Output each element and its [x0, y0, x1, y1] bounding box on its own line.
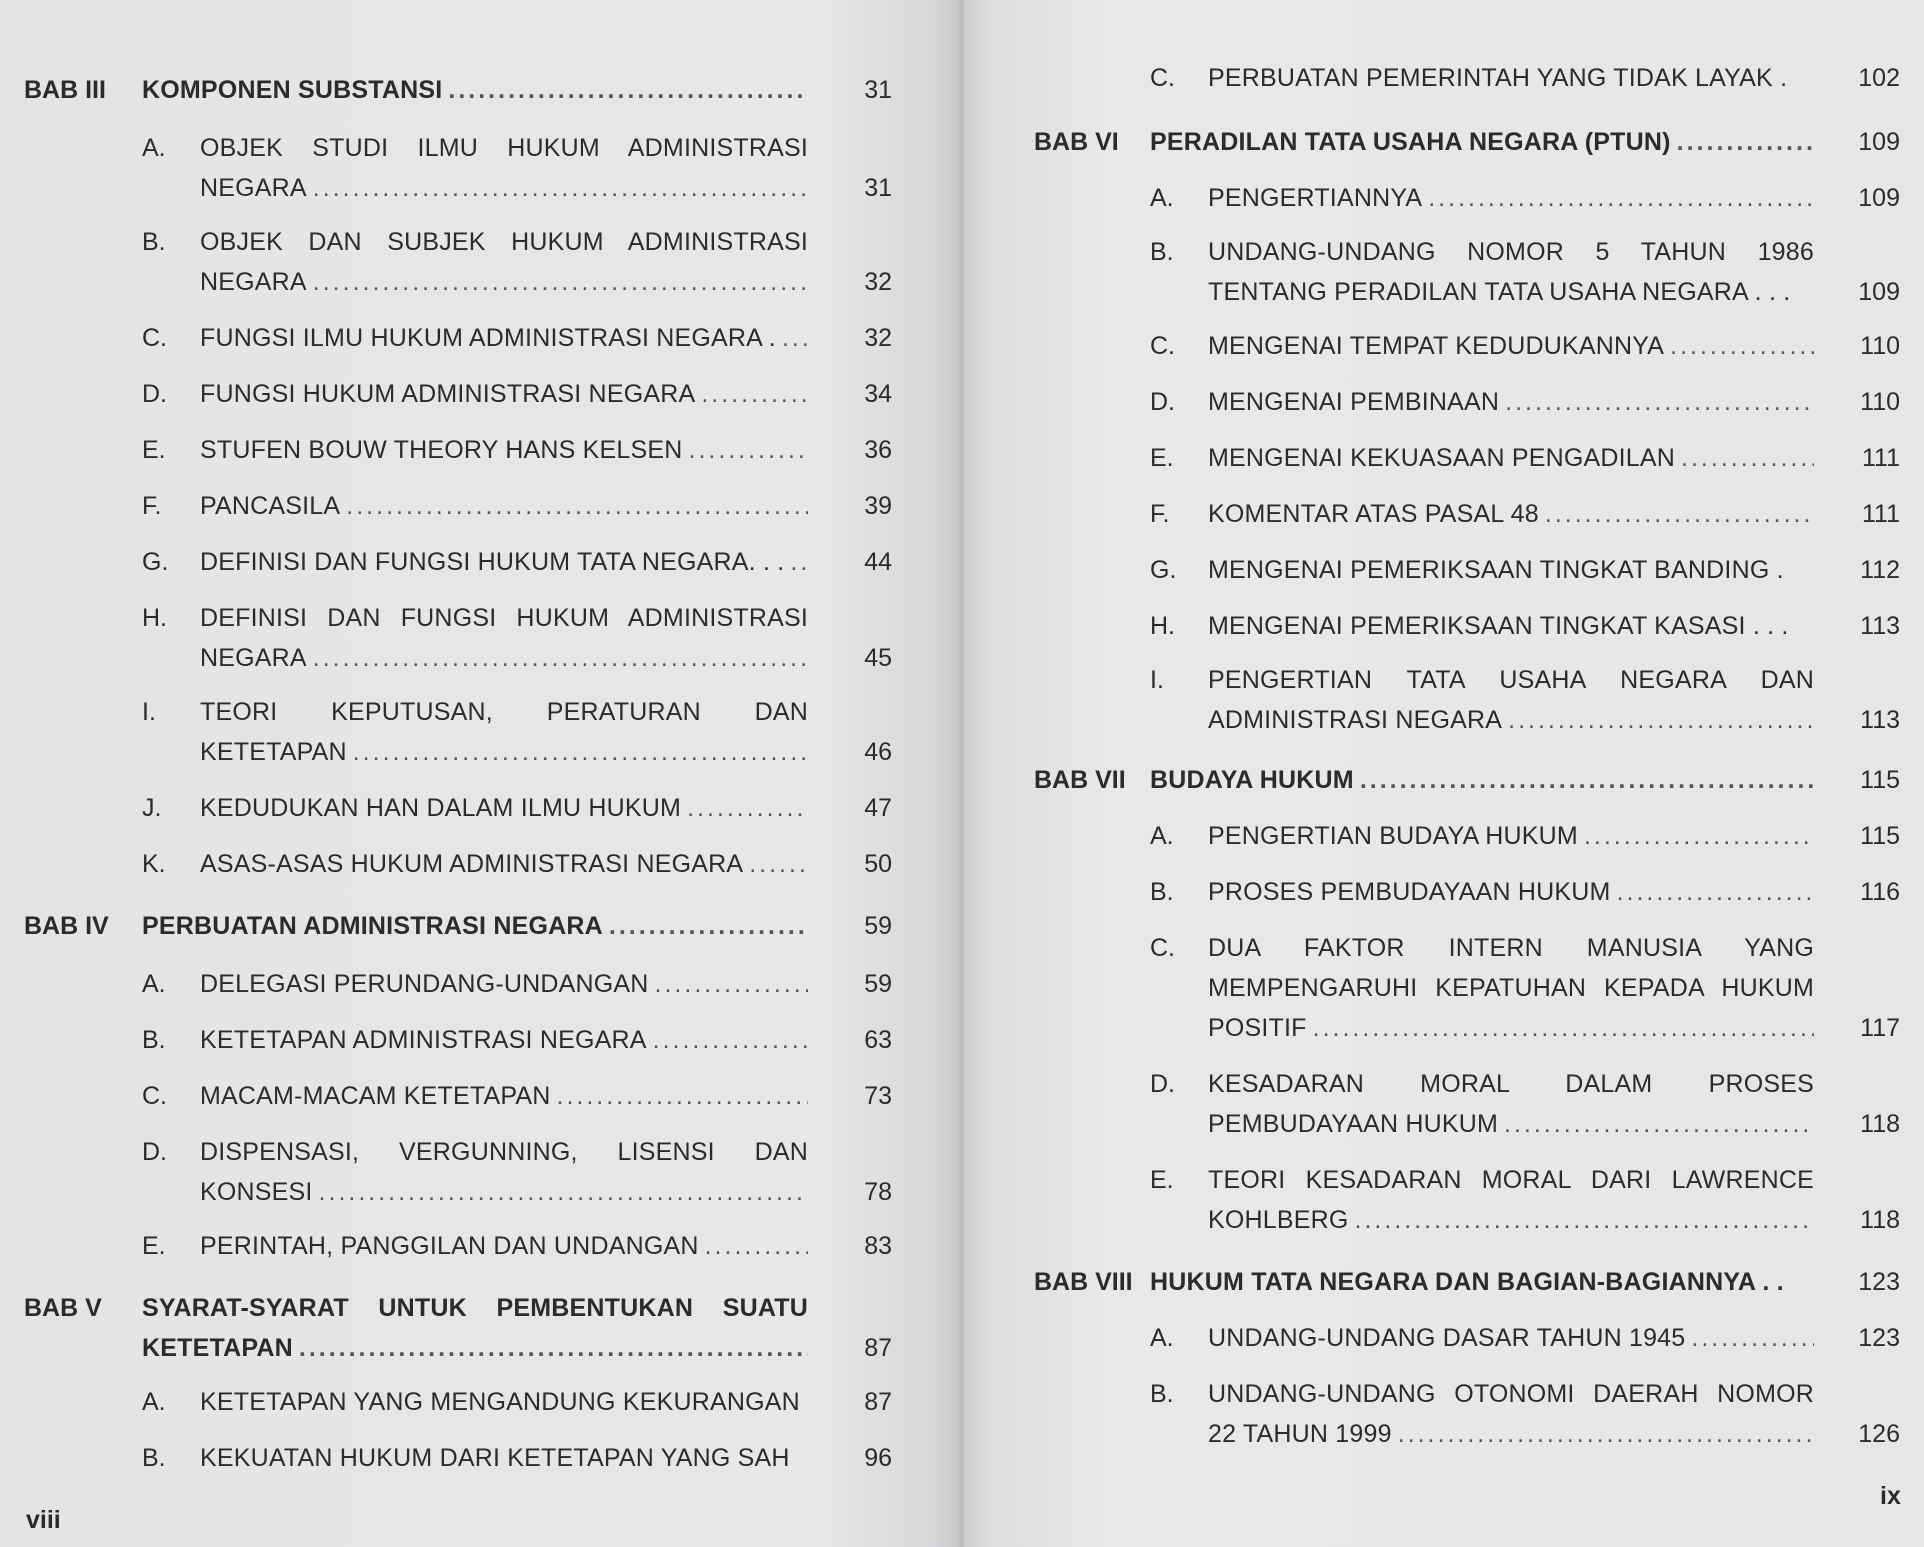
title-text: DELEGASI PERUNDANG-UNDANGAN	[200, 970, 649, 998]
section-letter: B.	[1150, 878, 1174, 906]
section-title	[1208, 58, 1814, 98]
title-text: KESADARAN MORAL DALAM PROSES	[1208, 1070, 1814, 1098]
title-text: KOMPONEN SUBSTANSI	[142, 76, 443, 104]
dot-leader	[557, 1076, 808, 1116]
dot-leader	[653, 1020, 808, 1060]
page-number: 31	[864, 174, 892, 202]
section-title	[1208, 1160, 1814, 1240]
dot-leader	[1681, 438, 1814, 478]
title-text: NEGARA	[200, 644, 307, 672]
title-text: PERADILAN TATA USAHA NEGARA (PTUN)	[1150, 128, 1671, 156]
page-number: 50	[864, 850, 892, 878]
title-text: KEKUATAN HUKUM DARI KETETAPAN YANG SAH	[200, 1444, 790, 1472]
title-text: PROSES PEMBUDAYAAN HUKUM	[1208, 878, 1611, 906]
section-letter: I.	[1150, 666, 1164, 694]
page-number: 44	[864, 548, 892, 576]
title-text: KOMENTAR ATAS PASAL 48	[1208, 500, 1539, 528]
title-text: FUNGSI ILMU HUKUM ADMINISTRASI NEGARA .	[200, 324, 776, 352]
dot-leader	[319, 1172, 808, 1212]
page-number: 112	[1860, 556, 1900, 584]
title-text: ASAS-ASAS HUKUM ADMINISTRASI NEGARA	[200, 850, 744, 878]
section-title	[200, 542, 808, 582]
section-letter: C.	[142, 1082, 167, 1110]
page-number: 59	[864, 912, 892, 940]
title-text: 22 TAHUN 1999	[1208, 1420, 1392, 1448]
section-letter: E.	[142, 436, 166, 464]
dot-leader	[1617, 872, 1814, 912]
title-text: STUFEN BOUW THEORY HANS KELSEN	[200, 436, 683, 464]
section-title	[200, 1076, 808, 1116]
chapter-title	[1150, 1262, 1814, 1302]
page-number: 32	[864, 324, 892, 352]
section-title	[1208, 816, 1814, 856]
dot-leader	[313, 638, 808, 678]
section-letter: F.	[142, 492, 162, 520]
dot-leader	[1584, 816, 1814, 856]
dot-leader	[1428, 178, 1814, 218]
title-text: HUKUM TATA NEGARA DAN BAGIAN-BAGIANNYA . .	[1150, 1268, 1784, 1296]
title-text: SYARAT-SYARAT UNTUK PEMBENTUKAN SUATU	[142, 1294, 808, 1322]
title-text: DEFINISI DAN FUNGSI HUKUM ADMINISTRASI	[200, 604, 808, 632]
title-text: PERINTAH, PANGGILAN DAN UNDANGAN	[200, 1232, 699, 1260]
page-number: 110	[1860, 332, 1900, 360]
page-number: 118	[1860, 1110, 1900, 1138]
section-title	[200, 598, 808, 678]
section-letter: C.	[1150, 64, 1175, 92]
page-number: 118	[1860, 1206, 1900, 1234]
section-letter: D.	[1150, 388, 1175, 416]
title-text: MENGENAI TEMPAT KEDUDUKANNYA	[1208, 332, 1665, 360]
section-title	[200, 430, 808, 470]
folio-number: ix	[1880, 1482, 1901, 1510]
title-text: MEMPENGARUHI KEPATUHAN KEPADA HUKUM	[1208, 974, 1814, 1002]
section-letter: B.	[1150, 238, 1174, 266]
section-letter: G.	[1150, 556, 1177, 584]
page-number: 36	[864, 436, 892, 464]
chapter-title	[142, 906, 808, 946]
dot-leader	[782, 318, 808, 358]
title-text: POSITIF	[1208, 1014, 1307, 1042]
dot-leader	[687, 788, 808, 828]
section-letter: D.	[142, 380, 167, 408]
page-number: 115	[1860, 822, 1900, 850]
section-letter: A.	[142, 1388, 166, 1416]
section-title	[1208, 660, 1814, 740]
section-title	[1208, 178, 1814, 218]
section-title	[1208, 1064, 1814, 1144]
chapter-title	[1150, 760, 1814, 800]
dot-leader	[655, 964, 808, 1004]
section-letter: B.	[142, 1026, 166, 1054]
dot-leader	[1677, 122, 1814, 162]
page-number: 63	[864, 1026, 892, 1054]
section-letter: D.	[142, 1138, 167, 1166]
title-text: NEGARA	[200, 268, 307, 296]
section-title	[1208, 438, 1814, 478]
section-letter: F.	[1150, 500, 1170, 528]
chapter-title	[1150, 122, 1814, 162]
page-number: 87	[864, 1388, 892, 1416]
section-letter: E.	[1150, 1166, 1174, 1194]
dot-leader	[1691, 1318, 1814, 1358]
section-letter: C.	[1150, 934, 1175, 962]
section-letter: D.	[1150, 1070, 1175, 1098]
title-text: UNDANG-UNDANG NOMOR 5 TAHUN 1986	[1208, 238, 1814, 266]
title-text: ADMINISTRASI NEGARA	[1208, 706, 1503, 734]
chapter-title	[142, 1288, 808, 1368]
section-title	[200, 1226, 808, 1266]
title-text: BUDAYA HUKUM	[1150, 766, 1354, 794]
title-text: UNDANG-UNDANG OTONOMI DAERAH NOMOR	[1208, 1380, 1814, 1408]
title-text: MENGENAI PEMBINAAN	[1208, 388, 1500, 416]
title-text: PERBUATAN PEMERINTAH YANG TIDAK LAYAK .	[1208, 64, 1788, 92]
title-text: KETETAPAN ADMINISTRASI NEGARA	[200, 1026, 647, 1054]
page-number: 116	[1860, 878, 1900, 906]
section-title	[200, 128, 808, 208]
section-title	[200, 1382, 808, 1422]
section-title	[200, 318, 808, 358]
chapter-title	[142, 70, 808, 110]
page-number: 110	[1860, 388, 1900, 416]
dot-leader	[448, 70, 808, 110]
dot-leader	[689, 430, 809, 470]
title-text: UNDANG-UNDANG DASAR TAHUN 1945	[1208, 1324, 1686, 1352]
left-page	[0, 0, 960, 1547]
title-text: OBJEK STUDI ILMU HUKUM ADMINISTRASI	[200, 134, 808, 162]
page-number: 111	[1861, 500, 1900, 528]
page-number: 113	[1860, 612, 1900, 640]
chapter-label: BAB IV	[24, 912, 109, 940]
section-letter: A.	[1150, 822, 1174, 850]
title-text: DEFINISI DAN FUNGSI HUKUM TATA NEGARA. . .	[200, 548, 785, 576]
chapter-label: BAB V	[24, 1294, 102, 1322]
section-letter: A.	[142, 970, 166, 998]
dot-leader	[1508, 700, 1814, 740]
page-number: 117	[1860, 1014, 1900, 1042]
section-title	[200, 1438, 808, 1478]
chapter-label: BAB III	[24, 76, 106, 104]
section-title	[1208, 928, 1814, 1048]
page-number: 59	[864, 970, 892, 998]
right-page	[964, 0, 1924, 1547]
page-number: 39	[864, 492, 892, 520]
title-text: MENGENAI PEMERIKSAAN TINGKAT KASASI . . .	[1208, 612, 1789, 640]
section-title	[200, 1132, 808, 1212]
page-number: 45	[864, 644, 892, 672]
section-letter: B.	[142, 1444, 166, 1472]
section-letter: A.	[1150, 1324, 1174, 1352]
dot-leader	[1313, 1008, 1814, 1048]
section-letter: A.	[142, 134, 166, 162]
dot-leader	[1545, 494, 1814, 534]
section-title	[1208, 872, 1814, 912]
title-text: KETETAPAN	[200, 738, 347, 766]
section-letter: E.	[142, 1232, 166, 1260]
section-title	[1208, 550, 1814, 590]
section-letter: J.	[142, 794, 162, 822]
title-text: TEORI KEPUTUSAN, PERATURAN DAN	[200, 698, 808, 726]
page-number: 123	[1858, 1268, 1900, 1296]
title-text: MENGENAI KEKUASAAN PENGADILAN	[1208, 444, 1676, 472]
page-number: 73	[864, 1082, 892, 1110]
title-text: MENGENAI PEMERIKSAAN TINGKAT BANDING .	[1208, 556, 1784, 584]
folio-number: viii	[26, 1506, 61, 1534]
section-letter: B.	[142, 228, 166, 256]
title-text: DISPENSASI, VERGUNNING, LISENSI DAN	[200, 1138, 808, 1166]
title-text: MACAM-MACAM KETETAPAN	[200, 1082, 551, 1110]
page-number: 46	[864, 738, 892, 766]
title-text: PERBUATAN ADMINISTRASI NEGARA	[142, 912, 603, 940]
section-title	[1208, 494, 1814, 534]
page-number: 83	[864, 1232, 892, 1260]
section-letter: A.	[1150, 184, 1174, 212]
section-title	[1208, 1318, 1814, 1358]
title-text: KONSESI	[200, 1178, 313, 1206]
dot-leader	[1360, 760, 1814, 800]
section-title	[200, 1020, 808, 1060]
chapter-label: BAB VIII	[1034, 1268, 1133, 1296]
page-number: 78	[864, 1178, 892, 1206]
page-number: 34	[864, 380, 892, 408]
title-text: KETETAPAN YANG MENGANDUNG KEKURANGAN	[200, 1388, 800, 1416]
title-text: DUA FAKTOR INTERN MANUSIA YANG	[1208, 934, 1814, 962]
page-number: 115	[1860, 766, 1900, 794]
dot-leader	[701, 374, 808, 414]
title-text: PENGERTIAN BUDAYA HUKUM	[1208, 822, 1578, 850]
page-number: 109	[1858, 184, 1900, 212]
page-number: 31	[864, 76, 892, 104]
dot-leader	[749, 844, 808, 884]
page-number: 96	[864, 1444, 892, 1472]
section-title	[1208, 606, 1814, 646]
dot-leader	[353, 732, 808, 772]
title-text: KEDUDUKAN HAN DALAM ILMU HUKUM	[200, 794, 682, 822]
section-letter: E.	[1150, 444, 1174, 472]
title-text: TEORI KESADARAN MORAL DARI LAWRENCE	[1208, 1166, 1814, 1194]
section-title	[200, 692, 808, 772]
title-text: PENGERTIANNYA	[1208, 184, 1423, 212]
section-letter: H.	[1150, 612, 1175, 640]
page-number: 113	[1860, 706, 1900, 734]
title-text: KETETAPAN	[142, 1334, 293, 1362]
dot-leader	[1505, 382, 1814, 422]
page-number: 109	[1858, 278, 1900, 306]
chapter-label: BAB VII	[1034, 766, 1126, 794]
section-title	[200, 222, 808, 302]
dot-leader	[705, 1226, 808, 1266]
dot-leader	[1504, 1104, 1814, 1144]
section-title	[1208, 382, 1814, 422]
page-number: 126	[1858, 1420, 1900, 1448]
section-letter: I.	[142, 698, 156, 726]
section-title	[200, 486, 808, 526]
title-text: KOHLBERG	[1208, 1206, 1349, 1234]
section-title	[200, 844, 808, 884]
dot-leader	[346, 486, 808, 526]
title-text: TENTANG PERADILAN TATA USAHA NEGARA . . .	[1208, 278, 1791, 306]
page-number: 87	[864, 1334, 892, 1362]
title-text: PANCASILA	[200, 492, 341, 520]
dot-leader	[1398, 1414, 1814, 1454]
title-text: PEMBUDAYAAN HUKUM	[1208, 1110, 1499, 1138]
title-text: OBJEK DAN SUBJEK HUKUM ADMINISTRASI	[200, 228, 808, 256]
section-letter: K.	[142, 850, 166, 878]
section-letter: C.	[142, 324, 167, 352]
title-text: PENGERTIAN TATA USAHA NEGARA DAN	[1208, 666, 1814, 694]
chapter-label: BAB VI	[1034, 128, 1119, 156]
dot-leader	[299, 1328, 808, 1368]
section-title	[200, 964, 808, 1004]
title-text: FUNGSI HUKUM ADMINISTRASI NEGARA	[200, 380, 696, 408]
title-text: NEGARA	[200, 174, 307, 202]
page-number: 32	[864, 268, 892, 296]
dot-leader	[1355, 1200, 1814, 1240]
section-title	[200, 374, 808, 414]
dot-leader	[1670, 326, 1814, 366]
section-title	[200, 788, 808, 828]
section-letter: H.	[142, 604, 167, 632]
page-number: 102	[1858, 64, 1900, 92]
section-letter: B.	[1150, 1380, 1174, 1408]
dot-leader	[313, 168, 808, 208]
page-number: 111	[1861, 444, 1900, 472]
section-letter: G.	[142, 548, 169, 576]
page-number: 109	[1858, 128, 1900, 156]
section-title	[1208, 1374, 1814, 1454]
dot-leader	[790, 542, 808, 582]
dot-leader	[609, 906, 808, 946]
section-letter: C.	[1150, 332, 1175, 360]
page-number: 123	[1858, 1324, 1900, 1352]
section-title	[1208, 326, 1814, 366]
section-title	[1208, 232, 1814, 312]
page-number: 47	[864, 794, 892, 822]
dot-leader	[313, 262, 808, 302]
